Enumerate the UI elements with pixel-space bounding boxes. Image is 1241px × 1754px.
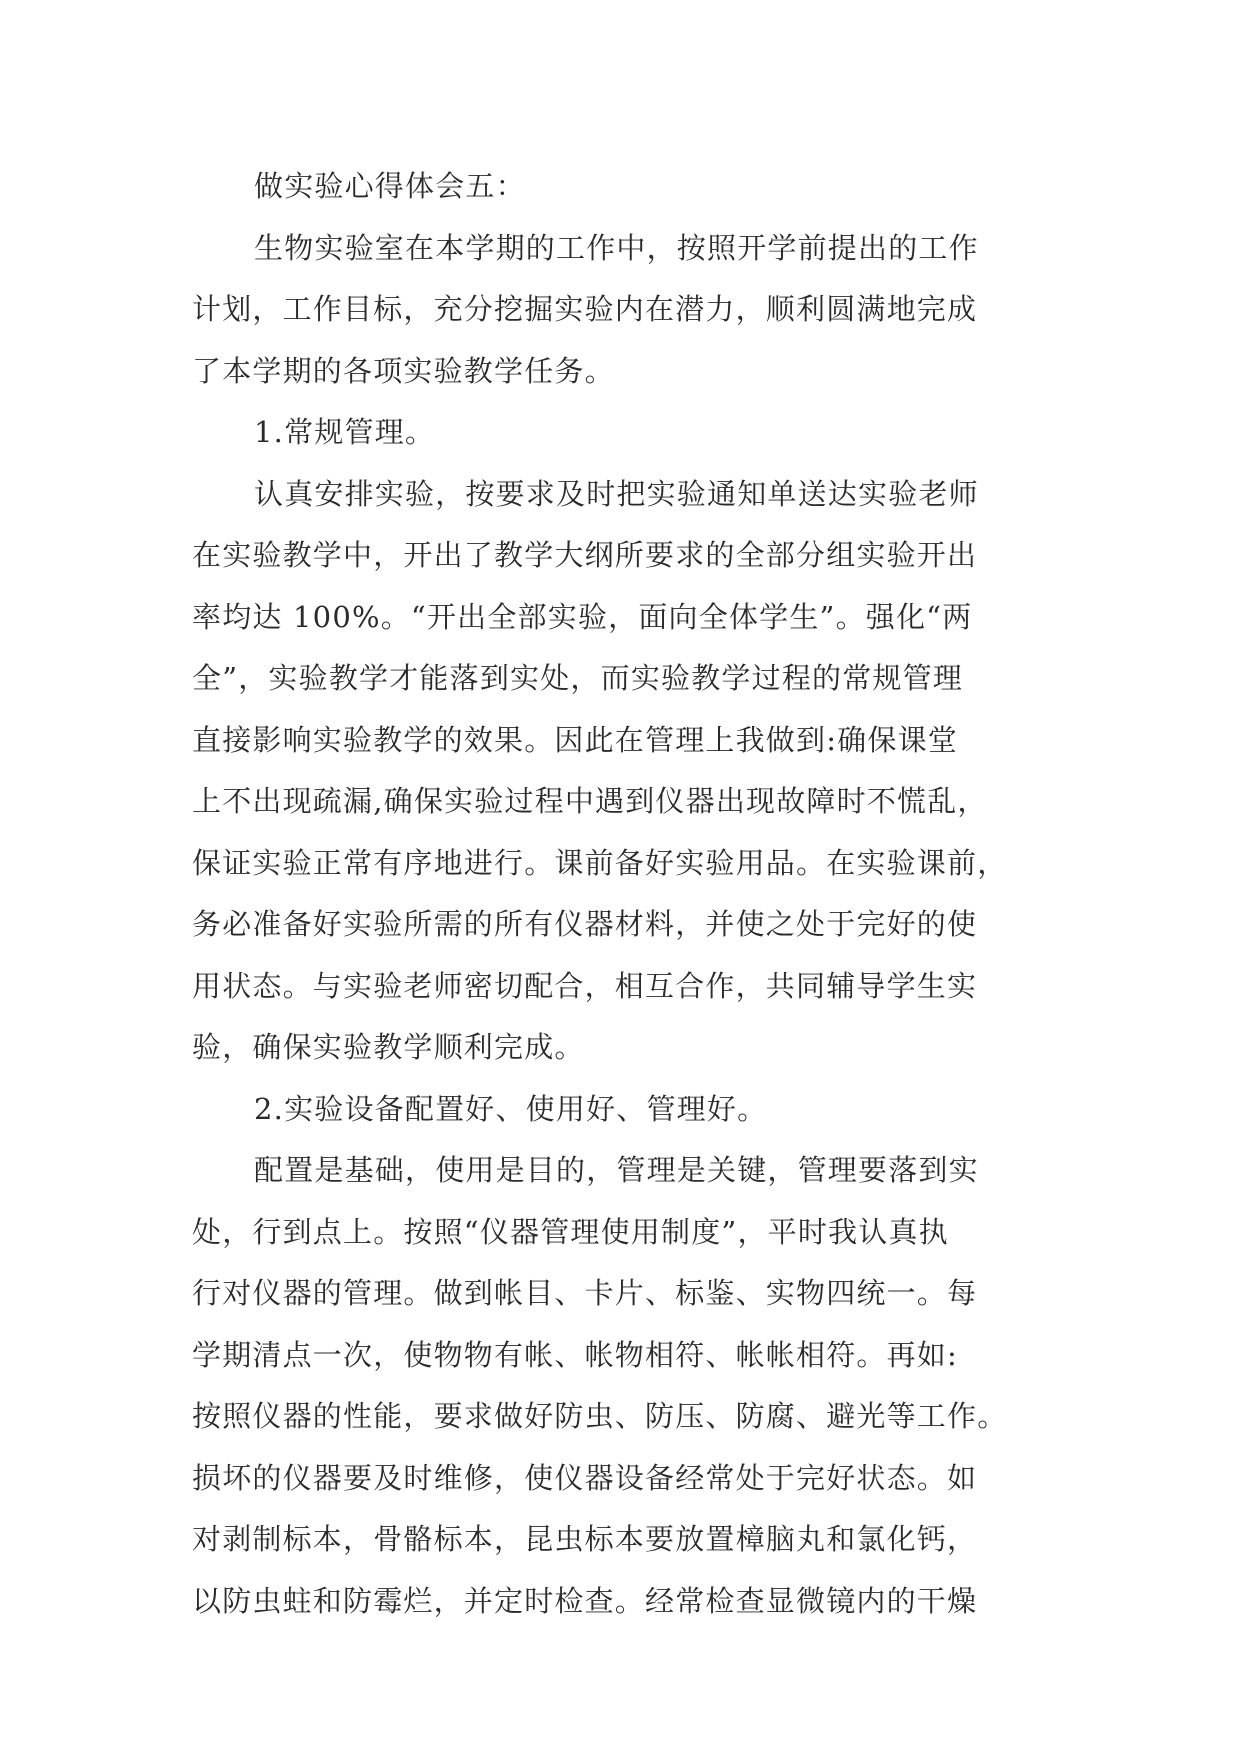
- text-line: 行对仪器的管理。做到帐目、卡片、标鉴、实物四统一。每: [192, 1276, 978, 1310]
- text-line: 上不出现疏漏,确保实验过程中遇到仪器出现故障时不慌乱，: [192, 784, 988, 818]
- text-line: 学期清点一次，使物物有帐、帐物相符、帐帐相符。再如:: [192, 1337, 958, 1372]
- document-body: [192, 156, 1060, 1632]
- text-line: 损坏的仪器要及时维修，使仪器设备经常处于完好状态。如: [192, 1460, 978, 1495]
- text-line: 处，行到点上。按照“仪器管理使用制度”，平时我认真执: [192, 1214, 949, 1249]
- text-line: 务必准备好实验所需的所有仪器材料，并使之处于完好的使: [192, 907, 978, 941]
- text-line: 按照仪器的性能，要求做好防虫、防压、防腐、避光等工作。: [192, 1399, 1008, 1433]
- text-line: 验，确保实验教学顺利完成。: [192, 1030, 585, 1064]
- document-heading: 做实验心得体会五：: [254, 169, 526, 203]
- text-line: 用状态。与实验老师密切配合，相互合作，共同辅导学生实: [192, 968, 978, 1003]
- section-heading-1: 1.常规管理。: [254, 415, 436, 449]
- text-line: 直接影响实验教学的效果。因此在管理上我做到:确保课堂: [192, 722, 958, 757]
- text-line: 全”，实验教学才能落到实处，而实验教学过程的常规管理: [192, 661, 964, 695]
- text-line: 生物实验室在本学期的工作中，按照开学前提出的工作: [254, 230, 979, 265]
- section-heading-2: 2.实验设备配置好、使用好、管理好。: [254, 1091, 768, 1126]
- text-line: 认真安排实验，按要求及时把实验通知单送达实验老师: [254, 476, 979, 511]
- text-line: 以防虫蛀和防霉烂，并定时检查。经常检查显微镜内的干燥: [192, 1583, 978, 1618]
- text-line: 计划，工作目标，充分挖掘实验内在潜力，顺利圆满地完成: [192, 292, 978, 326]
- text-line: 对剥制标本，骨骼标本，昆虫标本要放置樟脑丸和氯化钙，: [192, 1522, 978, 1556]
- text-line: 率均达 100%。“开出全部实验，面向全体学生”。强化“两: [192, 599, 973, 634]
- text-line: 保证实验正常有序地进行。课前备好实验用品。在实验课前，: [192, 845, 1008, 880]
- text-line: 在实验教学中，开出了教学大纲所要求的全部分组实验开出: [192, 538, 978, 572]
- text-line: 了本学期的各项实验教学任务。: [192, 353, 615, 388]
- text-line: 配置是基础，使用是目的，管理是关键，管理要落到实: [254, 1153, 979, 1187]
